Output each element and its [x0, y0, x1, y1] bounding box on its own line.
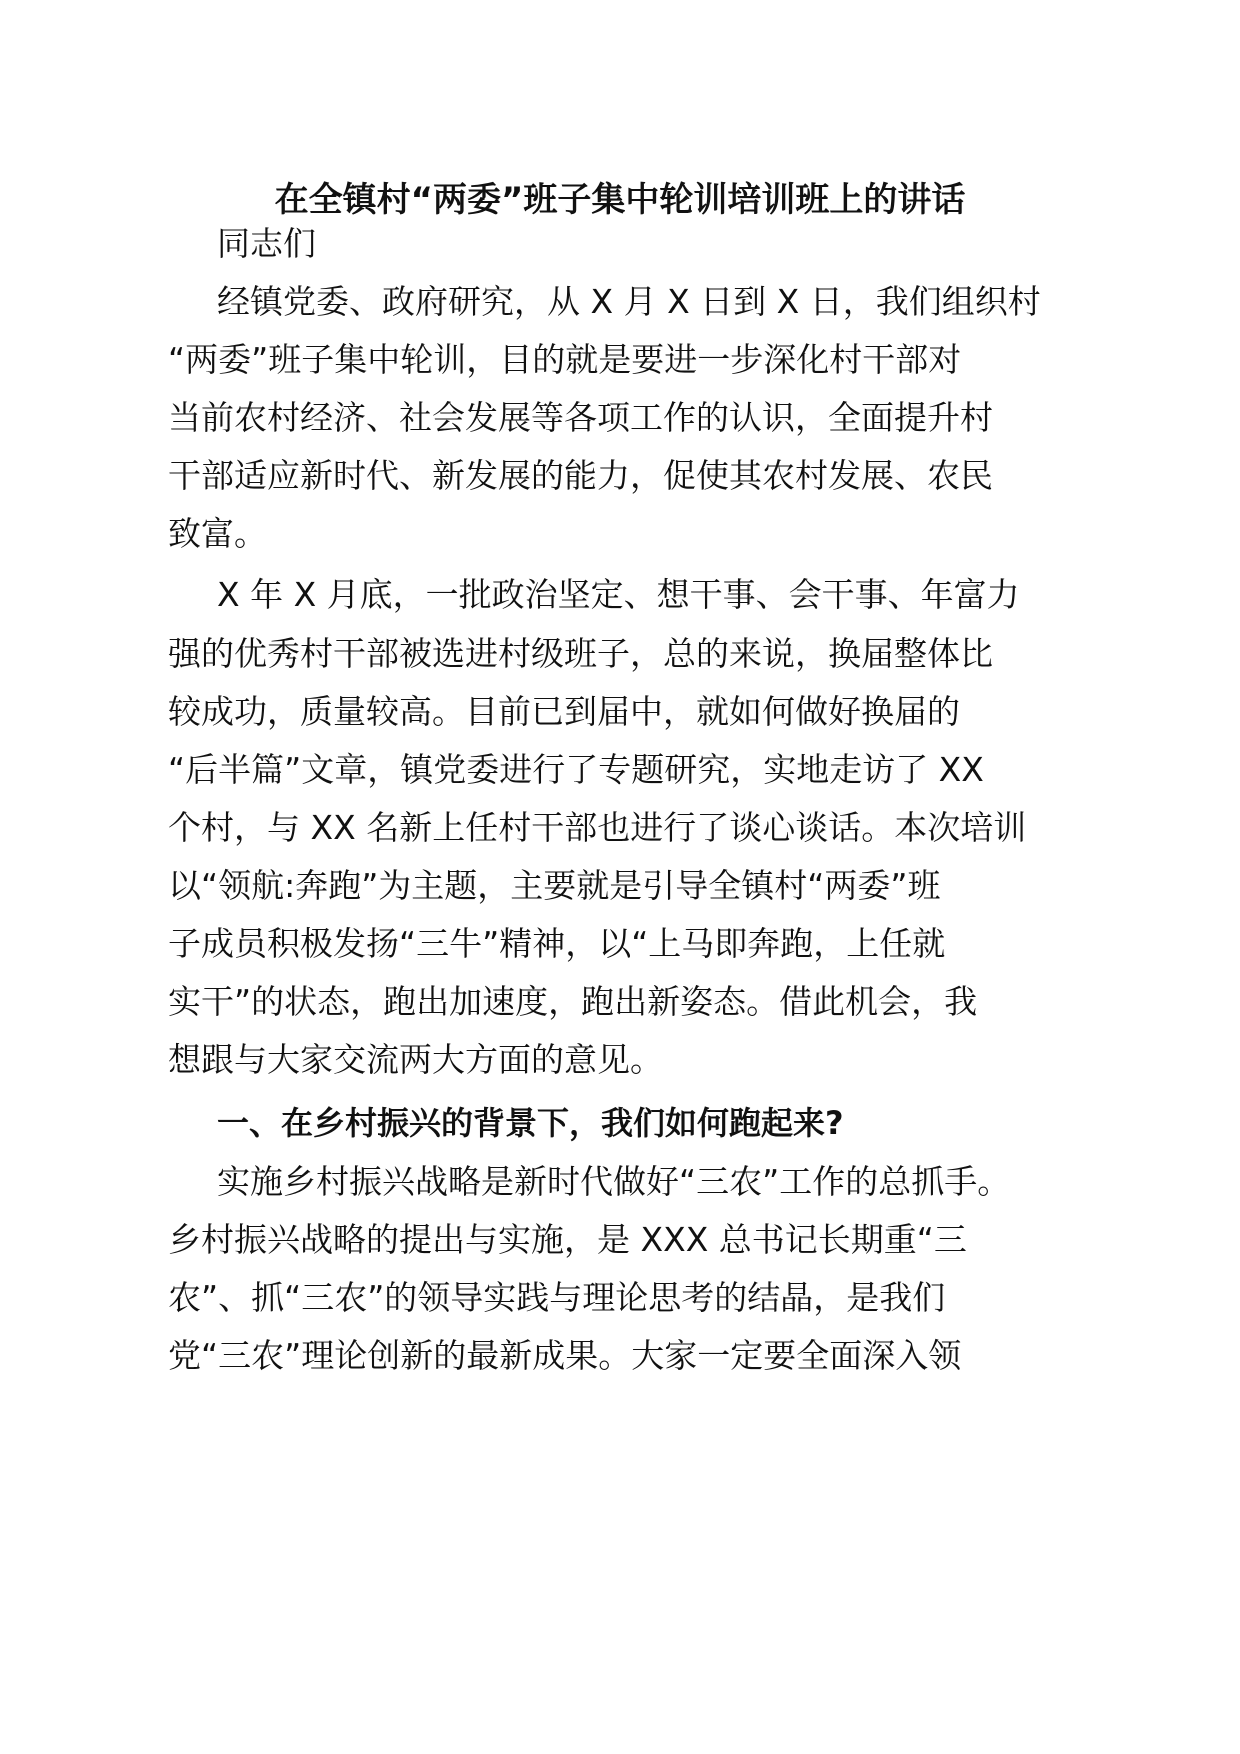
paragraph-3-line-3: 农”、抓“三农”的领导实践与理论思考的结晶，是我们 [168, 1278, 946, 1317]
paragraph-2-line-3: 较成功，质量较高。目前已到届中，就如何做好换届的 [168, 692, 960, 731]
document-title: 在全镇村“两委”班子集中轮训培训班上的讲话 [274, 180, 966, 220]
paragraph-2-line-4: “后半篇”文章，镇党委进行了专题研究，实地走访了 XX [168, 750, 984, 789]
section-heading-1: 一、在乡村振兴的背景下，我们如何跑起来? [217, 1104, 844, 1142]
paragraph-3-line-4: 党“三农”理论创新的最新成果。大家一定要全面深入领 [168, 1336, 962, 1375]
paragraph-2-line-7: 子成员积极发扬“三牛”精神，以“上马即奔跑，上任就 [168, 924, 946, 963]
paragraph-1-line-3: 当前农村经济、社会发展等各项工作的认识，全面提升村 [168, 398, 993, 437]
paragraph-2-line-9: 想跟与大家交流两大方面的意见。 [168, 1040, 663, 1079]
paragraph-2-line-8: 实干”的状态，跑出加速度，跑出新姿态。借此机会，我 [168, 982, 978, 1021]
paragraph-3-line-2: 乡村振兴战略的提出与实施，是 XXX 总书记长期重“三 [168, 1220, 967, 1259]
paragraph-1-line-5: 致富。 [168, 514, 267, 553]
salutation: 同志们 [217, 224, 316, 263]
paragraph-1-line-4: 干部适应新时代、新发展的能力，促使其农村发展、农民 [168, 456, 993, 495]
paragraph-2-line-1: X 年 X 月底，一批政治坚定、想干事、会干事、年富力 [217, 575, 1020, 614]
paragraph-1-line-2: “两委”班子集中轮训，目的就是要进一步深化村干部对 [168, 340, 962, 379]
paragraph-2-line-6: 以“领航:奔跑”为主题，主要就是引导全镇村“两委”班 [168, 866, 941, 905]
paragraph-3-line-1: 实施乡村振兴战略是新时代做好“三农”工作的总抓手。 [217, 1162, 1011, 1201]
paragraph-2-line-5: 个村，与 XX 名新上任村干部也进行了谈心谈话。本次培训 [168, 808, 1027, 847]
paragraph-2-line-2: 强的优秀村干部被选进村级班子，总的来说，换届整体比 [168, 634, 993, 673]
paragraph-1-line-1: 经镇党委、政府研究，从 X 月 X 日到 X 日，我们组织村 [217, 282, 1041, 321]
